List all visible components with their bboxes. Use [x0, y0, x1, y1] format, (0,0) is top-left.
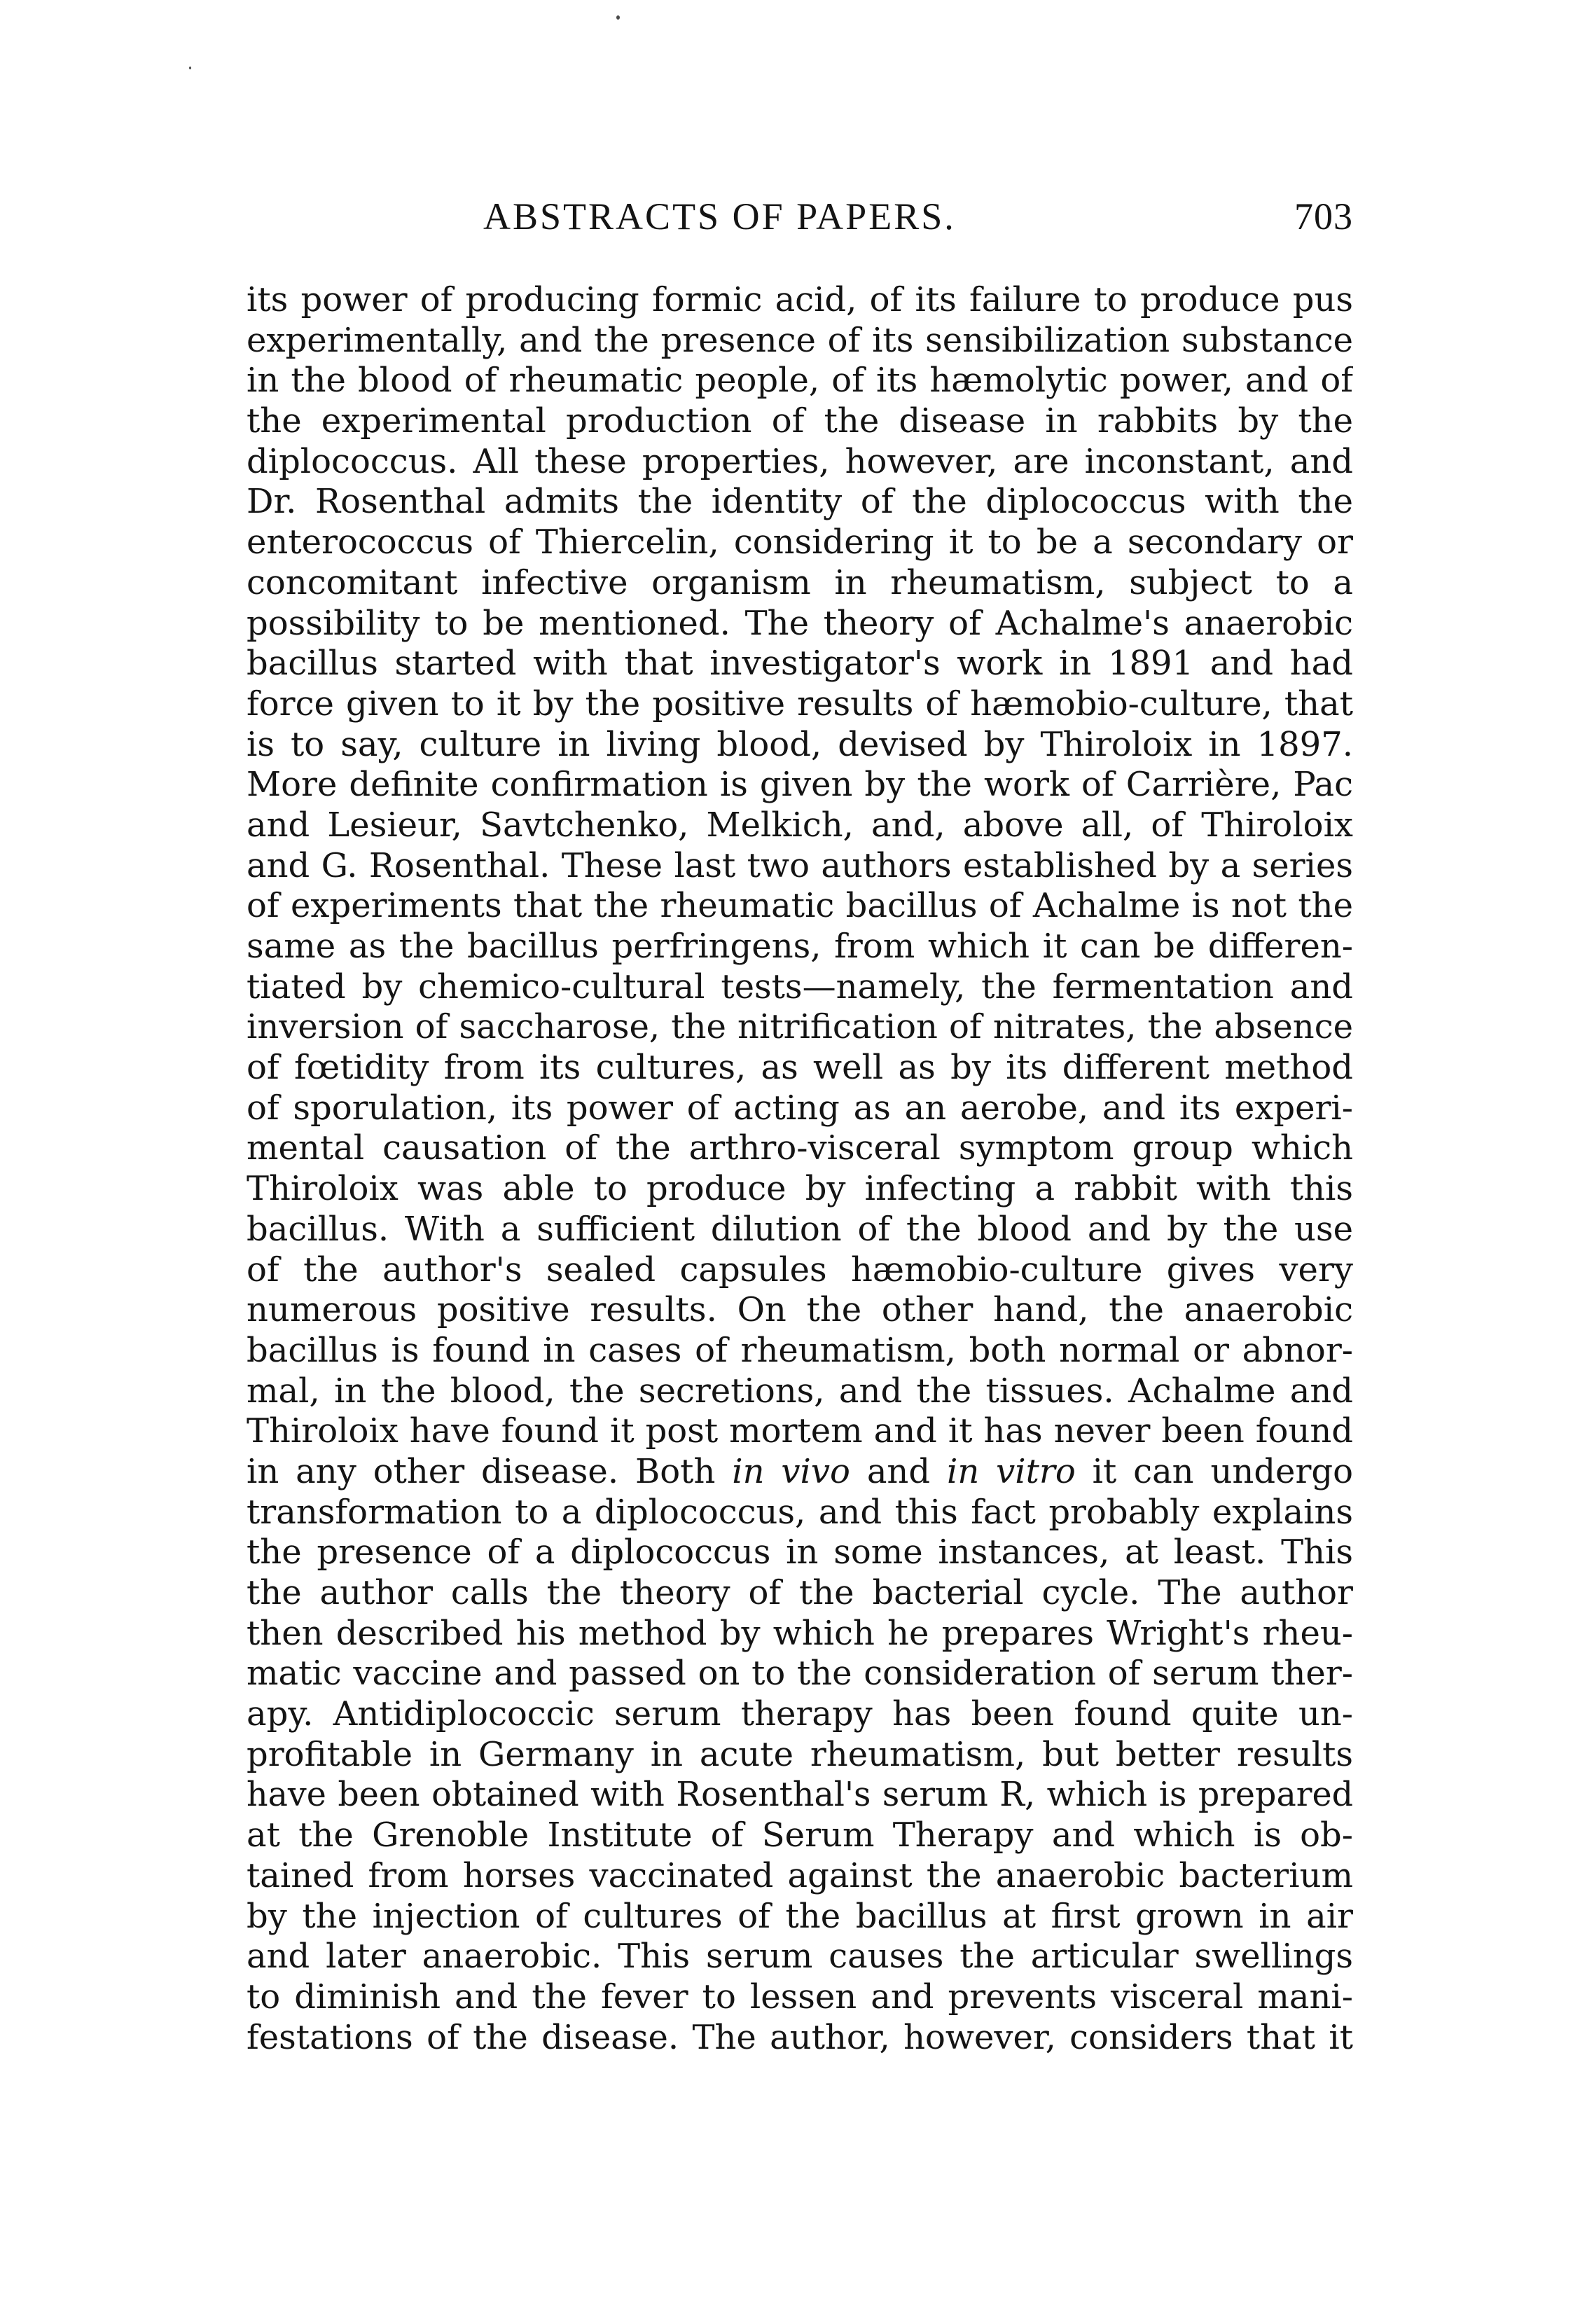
- text-line: Thiroloix was able to produce by infecting a rabbit with this: [247, 1169, 1353, 1209]
- text-line: transformation to a diplococcus, and this fact probably explains: [247, 1492, 1353, 1532]
- text-line: then described his method by which he prepares Wright's rheu-: [247, 1613, 1353, 1653]
- text-line: tained from horses vaccinated against the anaerobic bacterium: [247, 1855, 1353, 1895]
- text-line: bacillus is found in cases of rheumatism, both normal or abnor-: [247, 1330, 1353, 1370]
- body-text: [247, 280, 1353, 2058]
- text-line: apy. Antidiplococcic serum therapy has been found quite un-: [247, 1694, 1353, 1734]
- text-line: tiated by chemico-cultural tests—namely, the fermentation and: [247, 967, 1353, 1007]
- text-line: numerous positive results. On the other hand, the anaerobic: [247, 1290, 1353, 1330]
- line-segment: and: [850, 1451, 947, 1491]
- text-line: the author calls the theory of the bacterial cycle. The author: [247, 1573, 1353, 1612]
- scan-speck: [189, 67, 191, 69]
- text-line: of fœtidity from its cultures, as well as by its different method: [247, 1048, 1353, 1088]
- text-line: and Lesieur, Savtchenko, Melkich, and, above all, of Thiroloix: [247, 805, 1353, 845]
- scan-speck: [616, 15, 620, 20]
- text-line: Thiroloix have found it post mortem and it has never been found: [247, 1411, 1353, 1451]
- text-line: enterococcus of Thiercelin, considering it to be a secondary or: [247, 523, 1353, 562]
- text-line: have been obtained with Rosenthal's serum R, which is prepared: [247, 1776, 1353, 1815]
- text-line: the experimental production of the disease in rabbits by the: [247, 401, 1353, 441]
- text-line: diplococcus. All these properties, however, are inconstant, and: [247, 441, 1353, 481]
- text-line: concomitant infective organism in rheumatism, subject to a: [247, 562, 1353, 602]
- italic-phrase: in vivo: [732, 1451, 850, 1491]
- text-line: and G. Rosenthal. These last two authors established by a series: [247, 845, 1353, 885]
- page-header: [247, 195, 1353, 251]
- text-line: inversion of saccharose, the nitrification of nitrates, the absence: [247, 1007, 1353, 1047]
- running-head: ABSTRACTS OF PAPERS.: [483, 195, 956, 237]
- text-line: experimentally, and the presence of its sensibilization substance: [247, 320, 1353, 360]
- text-line: mental causation of the arthro-visceral symptom group which: [247, 1128, 1353, 1168]
- text-line: at the Grenoble Institute of Serum Therapy and which is ob-: [247, 1815, 1353, 1855]
- line-segment: in any other disease. Both: [247, 1451, 733, 1491]
- text-line: matic vaccine and passed on to the consideration of serum ther-: [247, 1654, 1353, 1694]
- text-line: in the blood of rheumatic people, of its hæmolytic power, and of: [247, 361, 1353, 401]
- text-line: its power of producing formic acid, of its failure to produce pus: [247, 280, 1353, 319]
- text-line: the presence of a diplococcus in some instances, at least. This: [247, 1533, 1353, 1572]
- text-line: bacillus. With a sufficient dilution of the blood and by the use: [247, 1209, 1353, 1249]
- text-line-with-italics: [247, 1452, 1353, 1493]
- text-line: of the author's sealed capsules hæmobio-culture gives very: [247, 1250, 1353, 1289]
- text-line: is to say, culture in living blood, devised by Thiroloix in 1897.: [247, 724, 1353, 764]
- text-line: by the injection of cultures of the bacillus at first grown in air: [247, 1896, 1353, 1936]
- text-line: bacillus started with that investigator's work in 1891 and had: [247, 644, 1353, 684]
- text-line: of experiments that the rheumatic bacillus of Achalme is not the: [247, 886, 1353, 926]
- text-line: of sporulation, its power of acting as an aerobe, and its experi-: [247, 1088, 1353, 1128]
- text-line: same as the bacillus perfringens, from which it can be differen-: [247, 927, 1353, 966]
- page-number: 703: [1294, 195, 1353, 237]
- text-line: More definite confirmation is given by the work of Carrière, Pac: [247, 765, 1353, 805]
- text-line: and later anaerobic. This serum causes the articular swellings: [247, 1937, 1353, 1977]
- text-line: profitable in Germany in acute rheumatism, but better results: [247, 1734, 1353, 1774]
- text-line: possibility to be mentioned. The theory of Achalme's anaerobic: [247, 603, 1353, 643]
- text-line: force given to it by the positive results of hæmobio-culture, that: [247, 684, 1353, 724]
- italic-phrase: in vitro: [946, 1451, 1076, 1491]
- text-line: to diminish and the fever to lessen and prevents visceral mani-: [247, 1977, 1353, 2017]
- line-segment: it can undergo: [1075, 1451, 1353, 1491]
- text-line: festations of the disease. The author, however, considers that it: [247, 2017, 1353, 2057]
- text-line: mal, in the blood, the secretions, and the tissues. Achalme and: [247, 1371, 1353, 1411]
- text-line: Dr. Rosenthal admits the identity of the diplococcus with the: [247, 482, 1353, 522]
